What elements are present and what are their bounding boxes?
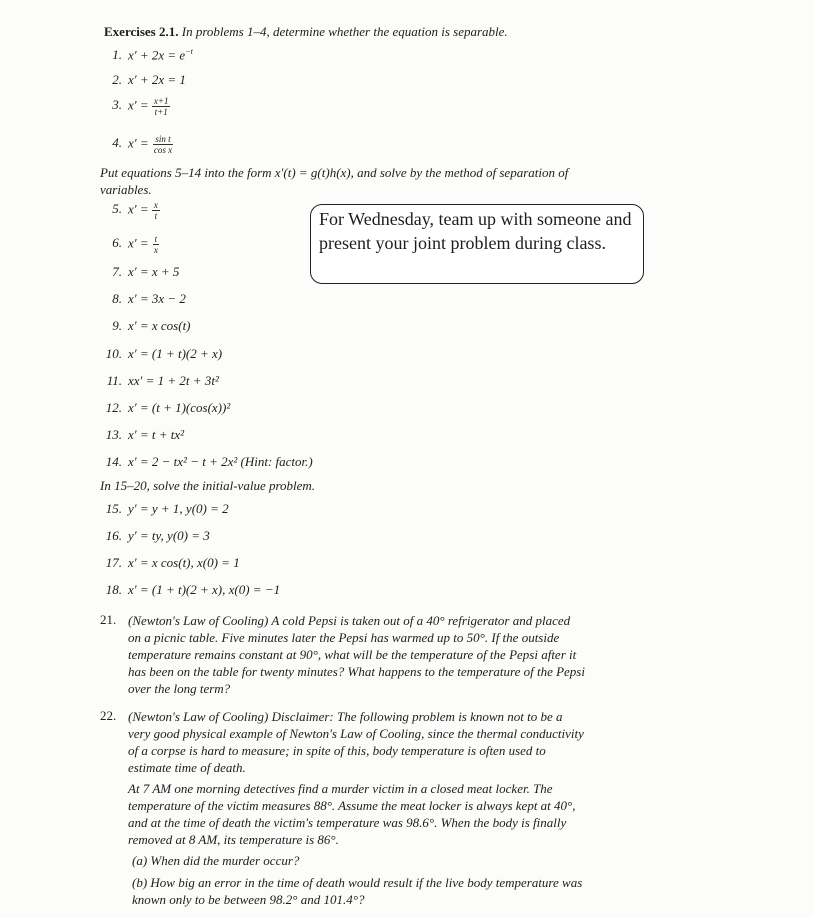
problem-16: 16. y′ = ty, y(0) = 3 xyxy=(105,528,210,543)
problem-22-part-a: (a) When did the murder occur? xyxy=(132,853,300,868)
exercises-heading: Exercises 2.1. In problems 1–4, determine whether the equation is separable. xyxy=(104,24,508,39)
problem-7: 7. x′ = x + 5 xyxy=(112,264,180,279)
problem-22-disclaimer: (Newton's Law of Cooling) Disclaimer: The following problem is known not to be a very good physical example of Newton's Law of Cooling, since the thermal conductivity of a corpse is hard to measure; in spite of this, body temperature is often used to estimate time of death. xyxy=(128,709,584,775)
problem-12: 12. x′ = (t + 1)(cos(x))² xyxy=(105,400,231,415)
problem-5: 5. x′ = $\frac{x}{t}$ xyxy=(112,200,158,221)
problem-22-scenario: At 7 AM one morning detectives find a murder victim in a closed meat locker. The temperature of the victim measures 88°. Assume the meat locker is always kept at 40°, and at the time of death the victim's temperature was 98.6°. When the body is finally removed at 8 AM, its temperature is 86°. xyxy=(128,781,576,847)
problem-22-number: 22. xyxy=(100,708,117,723)
problem-9: 9. x′ = x cos(t) xyxy=(112,318,191,333)
problem-1: 1. $x' + 2x = e^{-t}$ xyxy=(112,47,193,63)
problem-14: 14. x′ = 2 − tx² − t + 2x² (Hint: factor.) xyxy=(105,454,313,469)
problem-3: 3. x′ = $\frac{x+1}{t+1}$ xyxy=(112,96,169,117)
problem-21-number: 21. xyxy=(100,612,117,627)
wednesday-callout: For Wednesday, team up with someone and present your joint problem during class. xyxy=(310,204,644,284)
problem-8: 8. x′ = 3x − 2 xyxy=(112,291,186,306)
problem-22-part-b: (b) How big an error in the time of death would result if the live body temperature was known only to be between 98.2° and 101.4°? xyxy=(132,875,583,907)
problem-10: 10. x′ = (1 + t)(2 + x) xyxy=(105,346,223,361)
problem-2: 2. x′ + 2x = 1 xyxy=(112,72,186,87)
problem-18: 18. x′ = (1 + t)(2 + x), x(0) = −1 xyxy=(105,582,281,597)
problem-4: 4. x′ = $\frac{\text{sin t}}{\text{cos x}}$ xyxy=(112,134,173,155)
problem-13: 13. x′ = t + tx² xyxy=(105,427,185,442)
instruction-separation: Put equations 5–14 into the form x′(t) = g(t)h(x), and solve by the method of separation of variables. xyxy=(100,165,569,197)
problem-15: 15. y′ = y + 1, y(0) = 2 xyxy=(105,501,229,516)
problem-6: 6. x′ = $\frac{t}{x}$ xyxy=(112,234,158,255)
problem-11: 11. xx′ = 1 + 2t + 3t² xyxy=(106,373,219,388)
instruction-ivp: In 15–20, solve the initial-value problem. xyxy=(100,478,316,493)
problem-21-text: (Newton's Law of Cooling) A cold Pepsi is taken out of a 40° refrigerator and placed on a picnic table. Five minutes later the Pepsi has warmed up to 50°. If the outside temperature remains constant at 90°, what will be the temperature of the Pepsi after it has been on the table for twenty minutes? What happens to the temperature of the Pepsi over the long term? xyxy=(128,613,585,696)
problem-17: 17. x′ = x cos(t), x(0) = 1 xyxy=(105,555,240,570)
